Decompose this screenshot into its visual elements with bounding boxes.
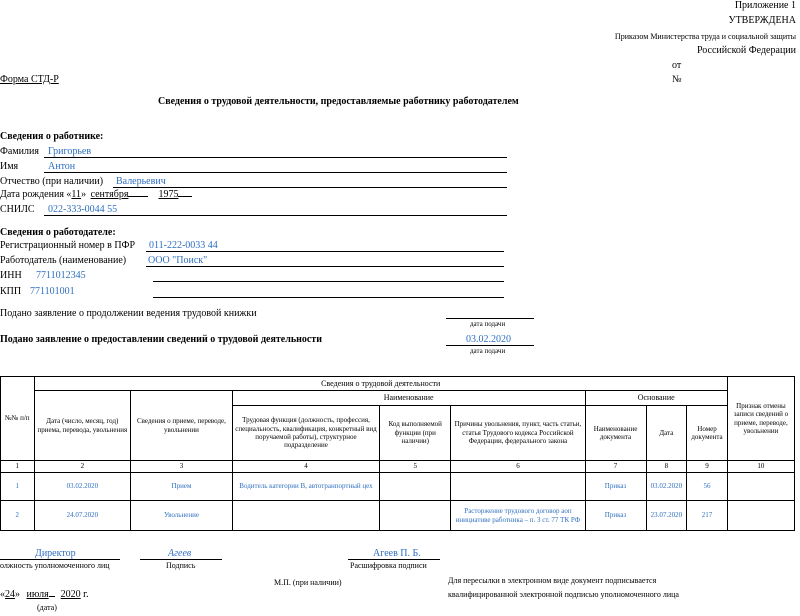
book-date-caption: дата подачи: [470, 320, 506, 328]
kpp-underline: [153, 297, 504, 298]
row-doc-date: 03.02.2020: [646, 473, 687, 501]
table-row: [1, 501, 795, 531]
sign-date-mid: »: [15, 589, 23, 600]
stamp-label: М.П. (при наличии): [274, 578, 342, 587]
header-naming: Наименование: [232, 391, 585, 406]
position-caption: олжность уполномоченного лиц: [0, 561, 110, 570]
sign-date-suffix: г.: [80, 589, 89, 600]
header-code: Код выполняемой функции (при наличии): [380, 406, 451, 461]
document-title: Сведения о трудовой деятельности, предоставляемые работнику работодателем: [158, 96, 519, 107]
employment-table: [0, 376, 795, 531]
row-num: 1: [1, 473, 35, 501]
form-name: Форма СТД-Р: [0, 74, 59, 85]
name-value: Антон: [48, 161, 76, 172]
name-label: Имя: [0, 161, 19, 172]
column-numbers-row: [1, 461, 795, 473]
col-number: 6: [451, 461, 585, 473]
row-date: 24.07.2020: [34, 501, 131, 531]
row-function: Водитель категории В, автотранпортный цех: [232, 473, 379, 501]
row-function: [232, 501, 379, 531]
employer-name-value: ООО "Поиск": [148, 255, 208, 266]
row-doc: Приказ: [585, 501, 646, 531]
patronymic-underline: [113, 187, 507, 188]
book-date-underline: [446, 318, 534, 319]
row-cancel: [727, 473, 794, 501]
info-date-underline: [446, 345, 534, 346]
approved-label: УТВЕРЖДЕНА: [728, 15, 796, 26]
header-group: Сведения о трудовой деятельности: [34, 377, 727, 391]
info-date-caption: дата подачи: [470, 347, 506, 355]
patronymic-value: Валерьевич: [116, 176, 166, 187]
appendix-label: Приложение 1: [734, 0, 796, 11]
col-number: 5: [380, 461, 451, 473]
snils-underline: [44, 215, 507, 216]
row-reason: Расторжение трудового договор аоп инициативе работника – п. 3 ст. 77 ТК РФ: [451, 501, 585, 531]
sign-date-day: 24: [5, 589, 15, 600]
employer-heading: Сведения о работодателе:: [0, 227, 116, 238]
order-from-label: от: [672, 60, 682, 71]
snils-label: СНИЛС: [0, 204, 35, 215]
header-doc-name: Наименование документа: [585, 406, 646, 461]
signature-caption: Подпись: [166, 561, 196, 570]
pfr-underline: [146, 251, 504, 252]
col-number: 3: [131, 461, 233, 473]
birth-mid: »: [81, 189, 89, 200]
surname-underline: [44, 157, 507, 158]
pfr-value: 011-222-0033 44: [149, 240, 218, 251]
info-statement-label: Подано заявление о предоставлении сведений о трудовой деятельности: [0, 334, 322, 345]
birth-month: сентября: [90, 189, 129, 200]
col-number: 8: [646, 461, 687, 473]
signature-underline: [140, 559, 222, 560]
info-date-value: 03.02.2020: [466, 334, 511, 345]
header-cancel: Признак отмены записи сведений о приеме, переводе, увольнении: [727, 377, 794, 461]
row-reason: [451, 473, 585, 501]
row-num: 2: [1, 501, 35, 531]
signer-position: Директор: [35, 548, 76, 559]
signer-signature: Агеев: [168, 548, 192, 559]
col-number: 10: [727, 461, 794, 473]
sign-date-year: 2020: [60, 589, 81, 600]
surname-label: Фамилия: [0, 146, 39, 157]
order-number-label: №: [672, 74, 682, 85]
header-num: №№ п/п: [1, 377, 35, 461]
inn-underline: [153, 281, 504, 282]
row-date: 03.02.2020: [34, 473, 131, 501]
book-statement-label: Подано заявление о продолжении ведения трудовой книжки: [0, 308, 257, 319]
row-doc: Приказ: [585, 473, 646, 501]
birth-year: 1975: [158, 189, 179, 200]
position-underline: [0, 559, 120, 560]
row-doc-num: 56: [687, 473, 728, 501]
sign-date-open: «: [0, 589, 5, 600]
row-doc-date: 23.07.2020: [646, 501, 687, 531]
federation-label: Российской Федерации: [696, 45, 796, 56]
kpp-label: КПП: [0, 286, 22, 297]
header-reason: Причины увольнения, пункт, часть статьи, статья Трудового кодекса Российской Федерации, федерального закона: [451, 406, 585, 461]
row-code: [380, 473, 451, 501]
employer-name-underline: [146, 266, 504, 267]
decoding-caption: Расшифровка подписи: [350, 561, 427, 570]
col-number: 1: [1, 461, 35, 473]
sign-date-row: [0, 589, 89, 600]
header-doc-num: Номер документа: [687, 406, 728, 461]
signer-decoding: Агеев П. Б.: [373, 548, 421, 559]
col-number: 9: [687, 461, 728, 473]
employer-name-label: Работодатель (наименование): [0, 255, 127, 266]
snils-value: 022-333-0044 55: [48, 204, 118, 215]
header-doc-date: Дата: [646, 406, 687, 461]
header-date: Дата (число, месяц, год) приема, перевода, увольнения: [34, 391, 131, 461]
name-underline: [44, 172, 507, 173]
row-doc-num: 217: [687, 501, 728, 531]
decoding-underline: [348, 559, 440, 560]
kpp-value: 771101001: [30, 286, 75, 297]
order-label: Приказом Министерства труда и социальной защиты: [614, 32, 796, 41]
pfr-label: Регистрационный номер в ПФР: [0, 240, 135, 251]
row-code: [380, 501, 451, 531]
col-number: 2: [34, 461, 131, 473]
inn-label: ИНН: [0, 270, 22, 281]
header-function: Трудовая функция (должность, профессия, специальность, квалификация, конкретный вид поручаемой работы), структурное подразделение: [232, 406, 379, 461]
header-basis: Основание: [585, 391, 727, 406]
table-row: [1, 473, 795, 501]
employee-heading: Сведения о работнике:: [0, 131, 104, 142]
electronic-note-line1: Для пересылки в электронном виде документ подписывается: [448, 576, 657, 585]
row-cancel: [727, 501, 794, 531]
row-event: Увольнение: [131, 501, 233, 531]
header-info: Сведения о приеме, переводе, увольнении: [131, 391, 233, 461]
sign-date-caption: (дата): [37, 603, 57, 612]
birth-label: Дата рождения «: [0, 189, 72, 200]
col-number: 7: [585, 461, 646, 473]
sign-date-month: июля: [26, 589, 49, 600]
patronymic-label: Отчество (при наличии): [0, 176, 104, 187]
inn-value: 7711012345: [36, 270, 86, 281]
row-event: Прием: [131, 473, 233, 501]
surname-value: Григорьев: [48, 146, 92, 157]
birth-date-row: [0, 189, 192, 200]
col-number: 4: [232, 461, 379, 473]
birth-day: 11: [71, 189, 82, 200]
electronic-note-line2: квалифицированной электронной подписью уполномоченного лица: [448, 590, 679, 599]
